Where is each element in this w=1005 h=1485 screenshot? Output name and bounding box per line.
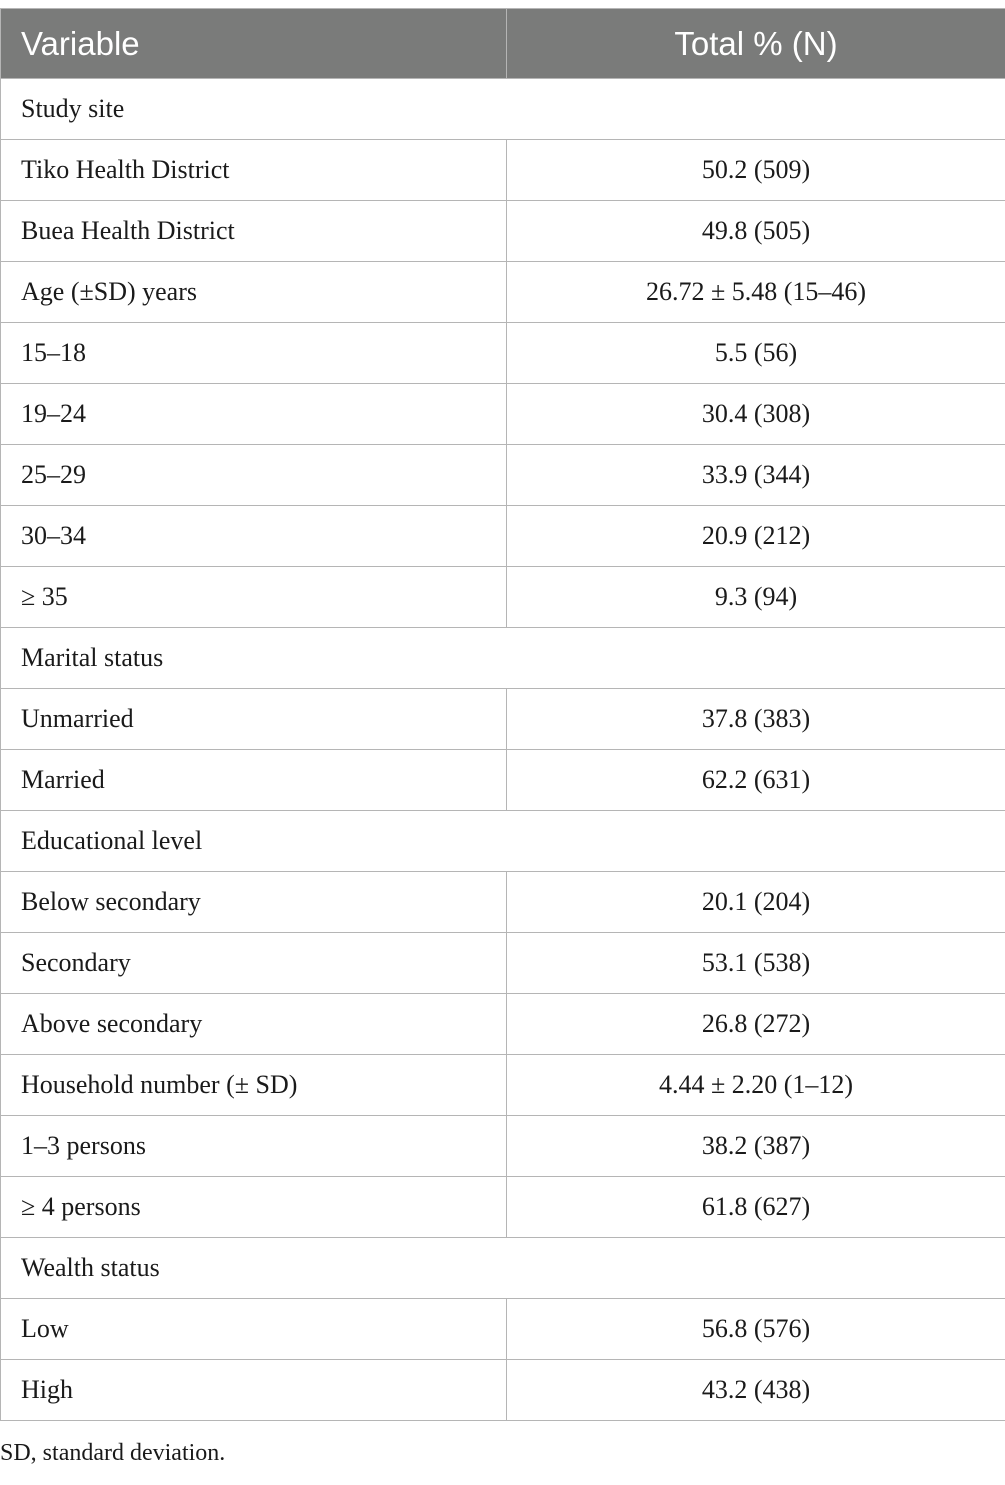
row-value: 26.72 ± 5.48 (15–46) bbox=[507, 262, 1005, 323]
data-table-container bbox=[0, 8, 1005, 1421]
table-row bbox=[1, 567, 1005, 628]
row-label: 25–29 bbox=[1, 445, 507, 506]
table-row bbox=[1, 262, 1005, 323]
row-label: Low bbox=[1, 1299, 507, 1360]
table-row bbox=[1, 1360, 1005, 1421]
row-label: Unmarried bbox=[1, 689, 507, 750]
row-value: 56.8 (576) bbox=[507, 1299, 1005, 1360]
column-header-variable: Variable bbox=[1, 9, 507, 79]
row-value: 37.8 (383) bbox=[507, 689, 1005, 750]
table-row bbox=[1, 689, 1005, 750]
section-header-row bbox=[1, 811, 1005, 872]
table-row bbox=[1, 933, 1005, 994]
table-header-row bbox=[1, 9, 1005, 79]
row-label: 1–3 persons bbox=[1, 1116, 507, 1177]
table-footnote: SD, standard deviation. bbox=[0, 1440, 226, 1466]
table-row bbox=[1, 1177, 1005, 1238]
table-row bbox=[1, 506, 1005, 567]
table-row bbox=[1, 994, 1005, 1055]
row-value: 30.4 (308) bbox=[507, 384, 1005, 445]
row-value: 49.8 (505) bbox=[507, 201, 1005, 262]
row-label: ≥ 35 bbox=[1, 567, 507, 628]
row-label: High bbox=[1, 1360, 507, 1421]
table-row bbox=[1, 140, 1005, 201]
table-row bbox=[1, 1299, 1005, 1360]
section-header-row bbox=[1, 79, 1005, 140]
table-body bbox=[1, 79, 1005, 1421]
row-value: 20.1 (204) bbox=[507, 872, 1005, 933]
section-label: Study site bbox=[1, 79, 1005, 140]
row-value: 9.3 (94) bbox=[507, 567, 1005, 628]
row-label: 15–18 bbox=[1, 323, 507, 384]
section-header-row bbox=[1, 628, 1005, 689]
row-value: 26.8 (272) bbox=[507, 994, 1005, 1055]
row-label: Age (±SD) years bbox=[1, 262, 507, 323]
row-label: Buea Health District bbox=[1, 201, 507, 262]
row-value: 62.2 (631) bbox=[507, 750, 1005, 811]
row-value: 4.44 ± 2.20 (1–12) bbox=[507, 1055, 1005, 1116]
row-value: 43.2 (438) bbox=[507, 1360, 1005, 1421]
row-value: 5.5 (56) bbox=[507, 323, 1005, 384]
row-value: 33.9 (344) bbox=[507, 445, 1005, 506]
section-label: Educational level bbox=[1, 811, 1005, 872]
row-value: 38.2 (387) bbox=[507, 1116, 1005, 1177]
row-label: 30–34 bbox=[1, 506, 507, 567]
table-row bbox=[1, 1055, 1005, 1116]
table-row bbox=[1, 384, 1005, 445]
table-row bbox=[1, 1116, 1005, 1177]
table-row bbox=[1, 750, 1005, 811]
table-row bbox=[1, 445, 1005, 506]
table-row bbox=[1, 323, 1005, 384]
row-value: 53.1 (538) bbox=[507, 933, 1005, 994]
row-label: Married bbox=[1, 750, 507, 811]
section-label: Wealth status bbox=[1, 1238, 1005, 1299]
column-header-total: Total % (N) bbox=[507, 9, 1005, 79]
row-label: ≥ 4 persons bbox=[1, 1177, 507, 1238]
row-label: Household number (± SD) bbox=[1, 1055, 507, 1116]
row-value: 20.9 (212) bbox=[507, 506, 1005, 567]
section-label: Marital status bbox=[1, 628, 1005, 689]
row-label: Below secondary bbox=[1, 872, 507, 933]
row-label: Secondary bbox=[1, 933, 507, 994]
row-label: Above secondary bbox=[1, 994, 507, 1055]
row-value: 50.2 (509) bbox=[507, 140, 1005, 201]
row-value: 61.8 (627) bbox=[507, 1177, 1005, 1238]
row-label: 19–24 bbox=[1, 384, 507, 445]
table-row bbox=[1, 872, 1005, 933]
demographics-table bbox=[0, 8, 1005, 1421]
section-header-row bbox=[1, 1238, 1005, 1299]
row-label: Tiko Health District bbox=[1, 140, 507, 201]
table-row bbox=[1, 201, 1005, 262]
